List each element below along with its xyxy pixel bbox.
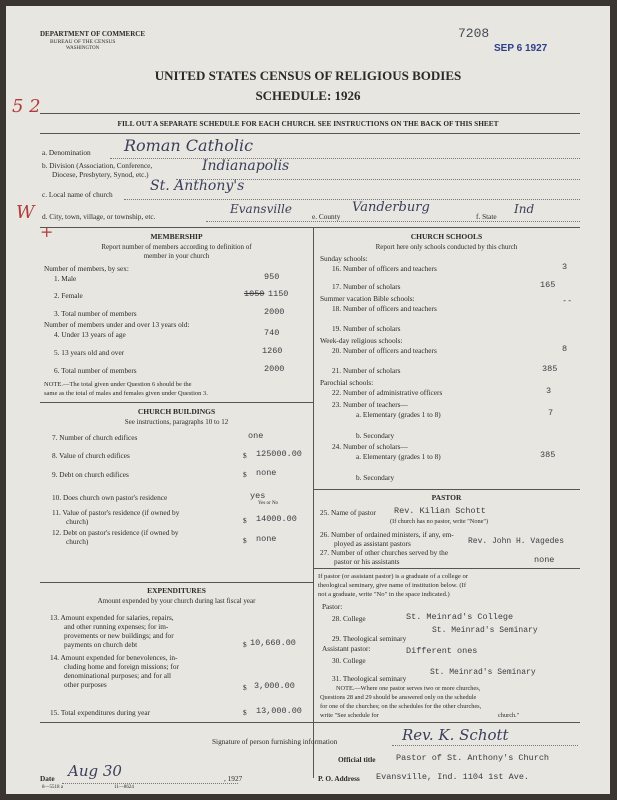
- rule: [40, 402, 313, 403]
- dollar-sign: $: [243, 536, 247, 545]
- q27-line-1: 27. Number of other churches served by the: [320, 548, 449, 557]
- q5-value: 1260: [262, 346, 283, 356]
- q7-label: 7. Number of church edifices: [52, 433, 138, 442]
- q31-value: St. Meinrad's Seminary: [430, 668, 536, 677]
- department-label: DEPARTMENT OF COMMERCE: [40, 30, 146, 38]
- q8-value: 125000.00: [256, 449, 302, 459]
- q4-label: 4. Under 13 years of age: [54, 330, 126, 339]
- q2-struck-value: 1050: [244, 289, 265, 299]
- q16-label: 16. Number of officers and teachers: [332, 264, 437, 273]
- age-label: Number of members under and over 13 years old:: [44, 320, 190, 329]
- q22-label: 22. Number of administrative officers: [332, 388, 443, 397]
- q22-value: 3: [546, 386, 552, 396]
- division-label-2: Diocese, Presbytery, Synod, etc.): [52, 170, 149, 179]
- q17-value: 165: [540, 280, 556, 290]
- expenditures-heading: EXPENDITURES: [147, 586, 206, 595]
- form-subtitle: SCHEDULE: 1926: [255, 88, 361, 103]
- buildings-sub: See instructions, paragraphs 10 to 12: [124, 418, 229, 426]
- q27-value: none: [534, 555, 555, 565]
- q28-value: St. Meinrad's College: [406, 612, 514, 622]
- pastor-note-1: NOTE.—Where one pastor serves two or more churches,: [336, 685, 481, 692]
- margin-cross-mark: +: [40, 222, 54, 241]
- q5-label: 5. 13 years old and over: [54, 348, 125, 357]
- print-number: 11—8624: [114, 785, 134, 790]
- dollar-sign: $: [243, 451, 247, 460]
- q25-label: 25. Name of pastor: [320, 508, 376, 517]
- q14-line-2: cluding home and foreign missions; for: [64, 662, 179, 671]
- q28-label: 28. College: [332, 614, 366, 623]
- q18-label: 18. Number of officers and teachers: [332, 304, 437, 313]
- parochial-label: Parochial schools:: [320, 378, 374, 387]
- q13-line-2: and other running expenses; for im-: [64, 622, 169, 631]
- pastor-sub-label: Pastor:: [322, 602, 343, 611]
- dollar-sign: $: [243, 683, 247, 692]
- q24b-label: b. Secondary: [356, 473, 395, 482]
- schools-heading: CHURCH SCHOOLS: [410, 232, 483, 241]
- q23-label: 23. Number of teachers—: [332, 400, 408, 409]
- q18-value: --: [562, 296, 573, 306]
- fill-line: [206, 221, 580, 222]
- q13-line-3: provements or new buildings; and for: [64, 631, 174, 640]
- q20-value: 8: [562, 344, 568, 354]
- q16-value: 3: [562, 262, 568, 272]
- q26-value: Rev. John H. Vagedes: [468, 537, 565, 546]
- q31-label: 31. Theological seminary: [332, 674, 407, 683]
- fill-line: [62, 783, 238, 784]
- po-address-value: Evansville, Ind. 1104 1st Ave.: [376, 772, 530, 782]
- q10-label: 10. Does church own pastor's residence: [52, 493, 168, 502]
- q26-line-1: 26. Number of ordained ministers, if any, em-: [320, 530, 454, 539]
- q3-label: 3. Total number of members: [54, 309, 137, 318]
- q25-value: Rev. Kilian Schott: [394, 506, 486, 516]
- q19-label: 19. Number of scholars: [332, 324, 401, 333]
- q23b-label: b. Secondary: [356, 431, 395, 440]
- q2-value: 1150: [268, 289, 289, 299]
- q7-value: one: [248, 431, 264, 441]
- membership-note-2: same as the total of males and females given under Question 3.: [44, 390, 208, 397]
- q12-value: none: [256, 534, 277, 544]
- graduate-note-1: If pastor (or assistant pastor) is a graduate of a college or: [318, 573, 468, 580]
- form-number: 8—5518 a: [42, 785, 63, 790]
- q13-line-1: 13. Amount expended for salaries, repairs,: [50, 613, 174, 622]
- rule: [313, 568, 580, 569]
- q9-label: 9. Debt on church edifices: [52, 470, 129, 479]
- po-address-label: P. O. Address: [318, 774, 360, 783]
- summer-label: Summer vacation Bible schools:: [320, 294, 415, 303]
- q24-label: 24. Number of scholars—: [332, 442, 408, 451]
- state-label: f. State: [476, 212, 497, 221]
- sunday-label: Sunday schools:: [320, 254, 368, 263]
- pastor-note-5: church.": [498, 712, 520, 719]
- q15-value: 13,000.00: [256, 706, 302, 716]
- q25-note: (If church has no pastor, write "None"): [390, 518, 489, 525]
- date-label: Date: [40, 774, 55, 783]
- division-label: b. Division (Association, Conference,: [42, 161, 153, 170]
- q29-label: 29. Theological seminary: [332, 634, 407, 643]
- membership-sub-2: member in your church: [143, 252, 210, 260]
- county-value: Vanderburg: [352, 200, 430, 215]
- q6-label: 6. Total number of members: [54, 366, 137, 375]
- dollar-sign: $: [243, 470, 247, 479]
- membership-sub-1: Report number of members according to definition of: [101, 243, 252, 251]
- q17-label: 17. Number of scholars: [332, 282, 401, 291]
- q1-label: 1. Male: [54, 274, 77, 283]
- denomination-value: Roman Catholic: [124, 136, 254, 155]
- fill-line: [392, 745, 578, 746]
- rule: [40, 722, 580, 723]
- q11-label-1: 11. Value of pastor's residence (if owned by: [52, 508, 180, 517]
- pastor-note-4: write "See schedule for: [320, 712, 379, 719]
- signature-label: Signature of person furnishing information: [212, 737, 338, 746]
- dollar-sign: $: [243, 708, 247, 717]
- q8-label: 8. Value of church edifices: [52, 451, 130, 460]
- q13-value: 10,660.00: [250, 638, 296, 648]
- q13-line-4: payments on church debt: [64, 640, 138, 649]
- q12-label-2: church): [66, 537, 89, 546]
- q3-value: 2000: [264, 307, 285, 317]
- membership-heading: MEMBERSHIP: [150, 232, 203, 241]
- q27-line-2: pastor or his assistants: [334, 557, 400, 566]
- dollar-sign: $: [243, 640, 247, 649]
- membership-note-1: NOTE.—The total given under Question 6 should be the: [44, 381, 192, 388]
- bureau-label: BUREAU OF THE CENSUS: [50, 39, 116, 45]
- q11-value: 14000.00: [256, 514, 297, 524]
- graduate-note-3: not a graduate, write "No" in the space indicated.): [318, 591, 450, 598]
- pastor-heading: PASTOR: [431, 493, 462, 502]
- assistant-sub-label: Assistant pastor:: [322, 644, 371, 653]
- rule: [40, 227, 580, 228]
- state-value: Ind: [514, 202, 535, 216]
- q1-value: 950: [264, 272, 280, 282]
- q11-label-2: church): [66, 517, 89, 526]
- pastor-note-3: for one of the churches; on the schedules for the other churches,: [320, 703, 482, 710]
- margin-mark: 5 2: [12, 96, 41, 117]
- q14-line-1: 14. Amount expended for benevolences, in-: [50, 653, 178, 662]
- q24a-value: 385: [540, 450, 556, 460]
- official-title-value: Pastor of St. Anthony's Church: [396, 753, 550, 763]
- q23a-value: 7: [548, 408, 554, 418]
- form-instruction: FILL OUT A SEPARATE SCHEDULE FOR EACH CHURCH. SEE INSTRUCTIONS ON THE BACK OF THIS SHEET: [117, 119, 499, 128]
- date-value: Aug 30: [68, 762, 122, 780]
- fill-line: [110, 158, 580, 159]
- q26-line-2: ployed as assistant pastors: [334, 539, 411, 548]
- city-label: WASHINGTON: [66, 46, 100, 51]
- census-schedule-sheet: [6, 6, 610, 794]
- q30-label: 30. College: [332, 656, 366, 665]
- q30-value: Different ones: [406, 646, 478, 656]
- expenditures-sub: Amount expended by your church during last fiscal year: [97, 597, 256, 605]
- pastor-note-2: Questions 28 and 29 should be answered only on the schedule: [320, 694, 477, 701]
- q10-value: yes: [250, 491, 266, 501]
- city-label: d. City, town, village, or township, etc.: [42, 212, 156, 221]
- denomination-label: a. Denomination: [42, 148, 91, 157]
- county-label: e. County: [312, 212, 341, 221]
- q14-line-3: denominational purposes; and for all: [64, 671, 171, 680]
- rule: [40, 133, 580, 134]
- q4-value: 740: [264, 328, 280, 338]
- q29-value: St. Meinrad's Seminary: [432, 626, 538, 635]
- graduate-note-2: theological seminary, give name of institution below. (If: [318, 582, 467, 589]
- schools-sub: Report here only schools conducted by this church: [375, 243, 518, 251]
- form-title: UNITED STATES CENSUS OF RELIGIOUS BODIES: [154, 68, 462, 83]
- q6-value: 2000: [264, 364, 285, 374]
- city-value: Evansville: [230, 202, 292, 216]
- q2-label: 2. Female: [54, 291, 83, 300]
- division-value: Indianapolis: [202, 158, 290, 174]
- date-year: , 1927: [224, 774, 243, 783]
- by-sex-label: Number of members, by sex:: [44, 264, 129, 273]
- buildings-heading: CHURCH BUILDINGS: [137, 407, 216, 416]
- schedule-number: 7208: [458, 26, 490, 41]
- q23a-label: a. Elementary (grades 1 to 8): [356, 410, 441, 419]
- column-divider: [313, 227, 314, 778]
- yes-no-hint: Yes or No: [258, 501, 279, 506]
- dollar-sign: $: [243, 516, 247, 525]
- official-title-label: Official title: [338, 755, 376, 764]
- local-name-label: c. Local name of church: [42, 190, 113, 199]
- q12-label-1: 12. Debt on pastor's residence (if owned by: [52, 528, 179, 537]
- q21-value: 385: [542, 364, 558, 374]
- rule: [40, 113, 580, 114]
- margin-check-mark: W: [16, 202, 35, 223]
- q20-label: 20. Number of officers and teachers: [332, 346, 437, 355]
- date-stamp: SEP 6 1927: [494, 43, 548, 54]
- q21-label: 21. Number of scholars: [332, 366, 401, 375]
- q9-value: none: [256, 468, 277, 478]
- signature-value: Rev. K. Schott: [402, 726, 509, 744]
- local-name-value: St. Anthony's: [150, 178, 245, 194]
- rule: [40, 582, 313, 583]
- q15-label: 15. Total expenditures during year: [50, 708, 151, 717]
- weekday-label: Week-day religious schools:: [320, 336, 403, 345]
- rule: [313, 489, 580, 490]
- q14-value: 3,000.00: [254, 681, 295, 691]
- q24a-label: a. Elementary (grades 1 to 8): [356, 452, 441, 461]
- q14-line-4: other purposes: [64, 680, 107, 689]
